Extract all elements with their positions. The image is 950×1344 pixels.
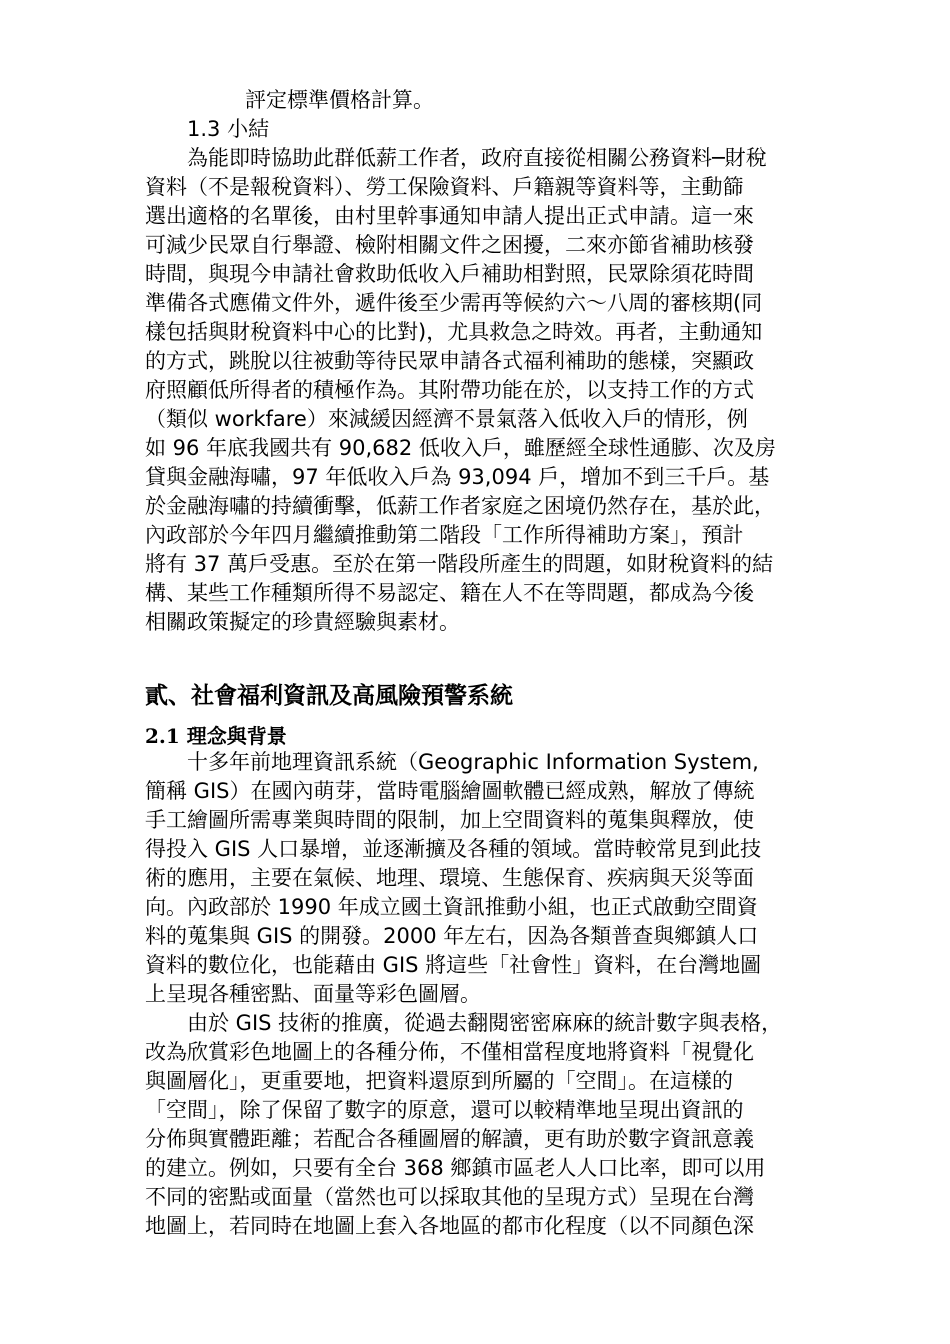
- paragraph-line: 不同的密點或面量（當然也可以採取其他的呈現方式）呈現在台灣: [145, 1185, 754, 1209]
- paragraph-line: 時間，與現今申請社會救助低收入戶補助相對照，民眾除須花時間: [145, 262, 754, 286]
- paragraph-line: 將有 37 萬戶受惠。至於在第一階段所產生的問題，如財稅資料的結: [145, 552, 774, 576]
- paragraph-line: 上呈現各種密點、面量等彩色圖層。: [145, 982, 481, 1006]
- summary-heading: 1.3 小結: [187, 117, 270, 141]
- paragraph-line: （類似 workfare）來減緩因經濟不景氣落入低收入戶的情形，例: [145, 407, 748, 431]
- paragraph-line: 樣包括與財稅資料中心的比對)，尤具救急之時效。再者，主動通知: [145, 320, 763, 344]
- paragraph-line: 與圖層化」，更重要地，把資料還原到所屬的「空間」。在這樣的: [145, 1069, 733, 1093]
- paragraph-line: 府照顧低所得者的積極作為。其附帶功能在於，以支持工作的方式: [145, 378, 754, 402]
- continuation-line: 評定標準價格計算。: [245, 88, 434, 112]
- paragraph-line: 貸與金融海嘯，97 年低收入戶為 93,094 戶，增加不到三千戶。基: [145, 465, 770, 489]
- paragraph-line: 改為欣賞彩色地圖上的各種分佈，不僅相當程度地將資料「視覺化: [145, 1040, 754, 1064]
- paragraph-line: 向。內政部於 1990 年成立國土資訊推動小組，也正式啟動空間資: [145, 895, 758, 919]
- paragraph-line: 地圖上，若同時在地圖上套入各地區的都市化程度（以不同顏色深: [145, 1214, 754, 1238]
- paragraph-line: 如 96 年底我國共有 90,682 低收入戶，雖歷經全球性通膨、次及房: [145, 436, 776, 460]
- paragraph-line: 相關政策擬定的珍貴經驗與素材。: [145, 610, 460, 634]
- section-title: 貳、社會福利資訊及高風險預警系統: [145, 682, 513, 709]
- paragraph-line: 得投入 GIS 人口暴增，並逐漸擴及各種的領域。當時較常見到此技: [145, 837, 762, 861]
- paragraph-line: 十多年前地理資訊系統（Geographic Information System,: [187, 750, 759, 774]
- paragraph-line: 準備各式應備文件外，遞件後至少需再等候約六～八周的審核期(同: [145, 291, 763, 315]
- paragraph-line: 分佈與實體距離；若配合各種圖層的解讀，更有助於數字資訊意義: [145, 1127, 754, 1151]
- paragraph-line: 資料的數位化，也能藉由 GIS 將這些「社會性」資料，在台灣地圖: [145, 953, 762, 977]
- paragraph-line: 術的應用，主要在氣候、地理、環境、生態保育、疾病與天災等面: [145, 866, 754, 890]
- paragraph-line: 手工繪圖所需專業與時間的限制，加上空間資料的蒐集與釋放，使: [145, 808, 754, 832]
- paragraph-line: 簡稱 GIS）在國內萌芽，當時電腦繪圖軟體已經成熟，解放了傳統: [145, 779, 755, 803]
- paragraph-line: 由於 GIS 技術的推廣，從過去翻閱密密麻麻的統計數字與表格，: [187, 1011, 783, 1035]
- paragraph-line: 的方式，跳脫以往被動等待民眾申請各式福利補助的態樣，突顯政: [145, 349, 754, 373]
- subsection-title: 2.1 理念與背景: [145, 724, 287, 748]
- paragraph-line: 的建立。例如，只要有全台 368 鄉鎮市區老人人口比率，即可以用: [145, 1156, 766, 1180]
- paragraph-line: 資料（不是報稅資料）、勞工保險資料、戶籍親等資料等，主動篩: [145, 175, 744, 199]
- paragraph-line: 於金融海嘯的持續衝擊，低薪工作者家庭之困境仍然存在，基於此，: [145, 494, 775, 518]
- paragraph-line: 內政部於今年四月繼續推動第二階段「工作所得補助方案」，預計: [145, 523, 744, 547]
- paragraph-line: 構、某些工作種類所得不易認定、籍在人不在等問題，都成為今後: [145, 581, 754, 605]
- paragraph-line: 選出適格的名單後，由村里幹事通知申請人提出正式申請。這一來: [145, 204, 754, 228]
- paragraph-line: 「空間」，除了保留了數字的原意，還可以較精準地呈現出資訊的: [145, 1098, 744, 1122]
- paragraph-line: 為能即時協助此群低薪工作者，政府直接從相關公務資料─財稅: [187, 146, 767, 170]
- paragraph-line: 料的蒐集與 GIS 的開發。2000 年左右，因為各類普查與鄉鎮人口: [145, 924, 759, 948]
- paragraph-line: 可減少民眾自行舉證、檢附相關文件之困擾，二來亦節省補助核發: [145, 233, 754, 257]
